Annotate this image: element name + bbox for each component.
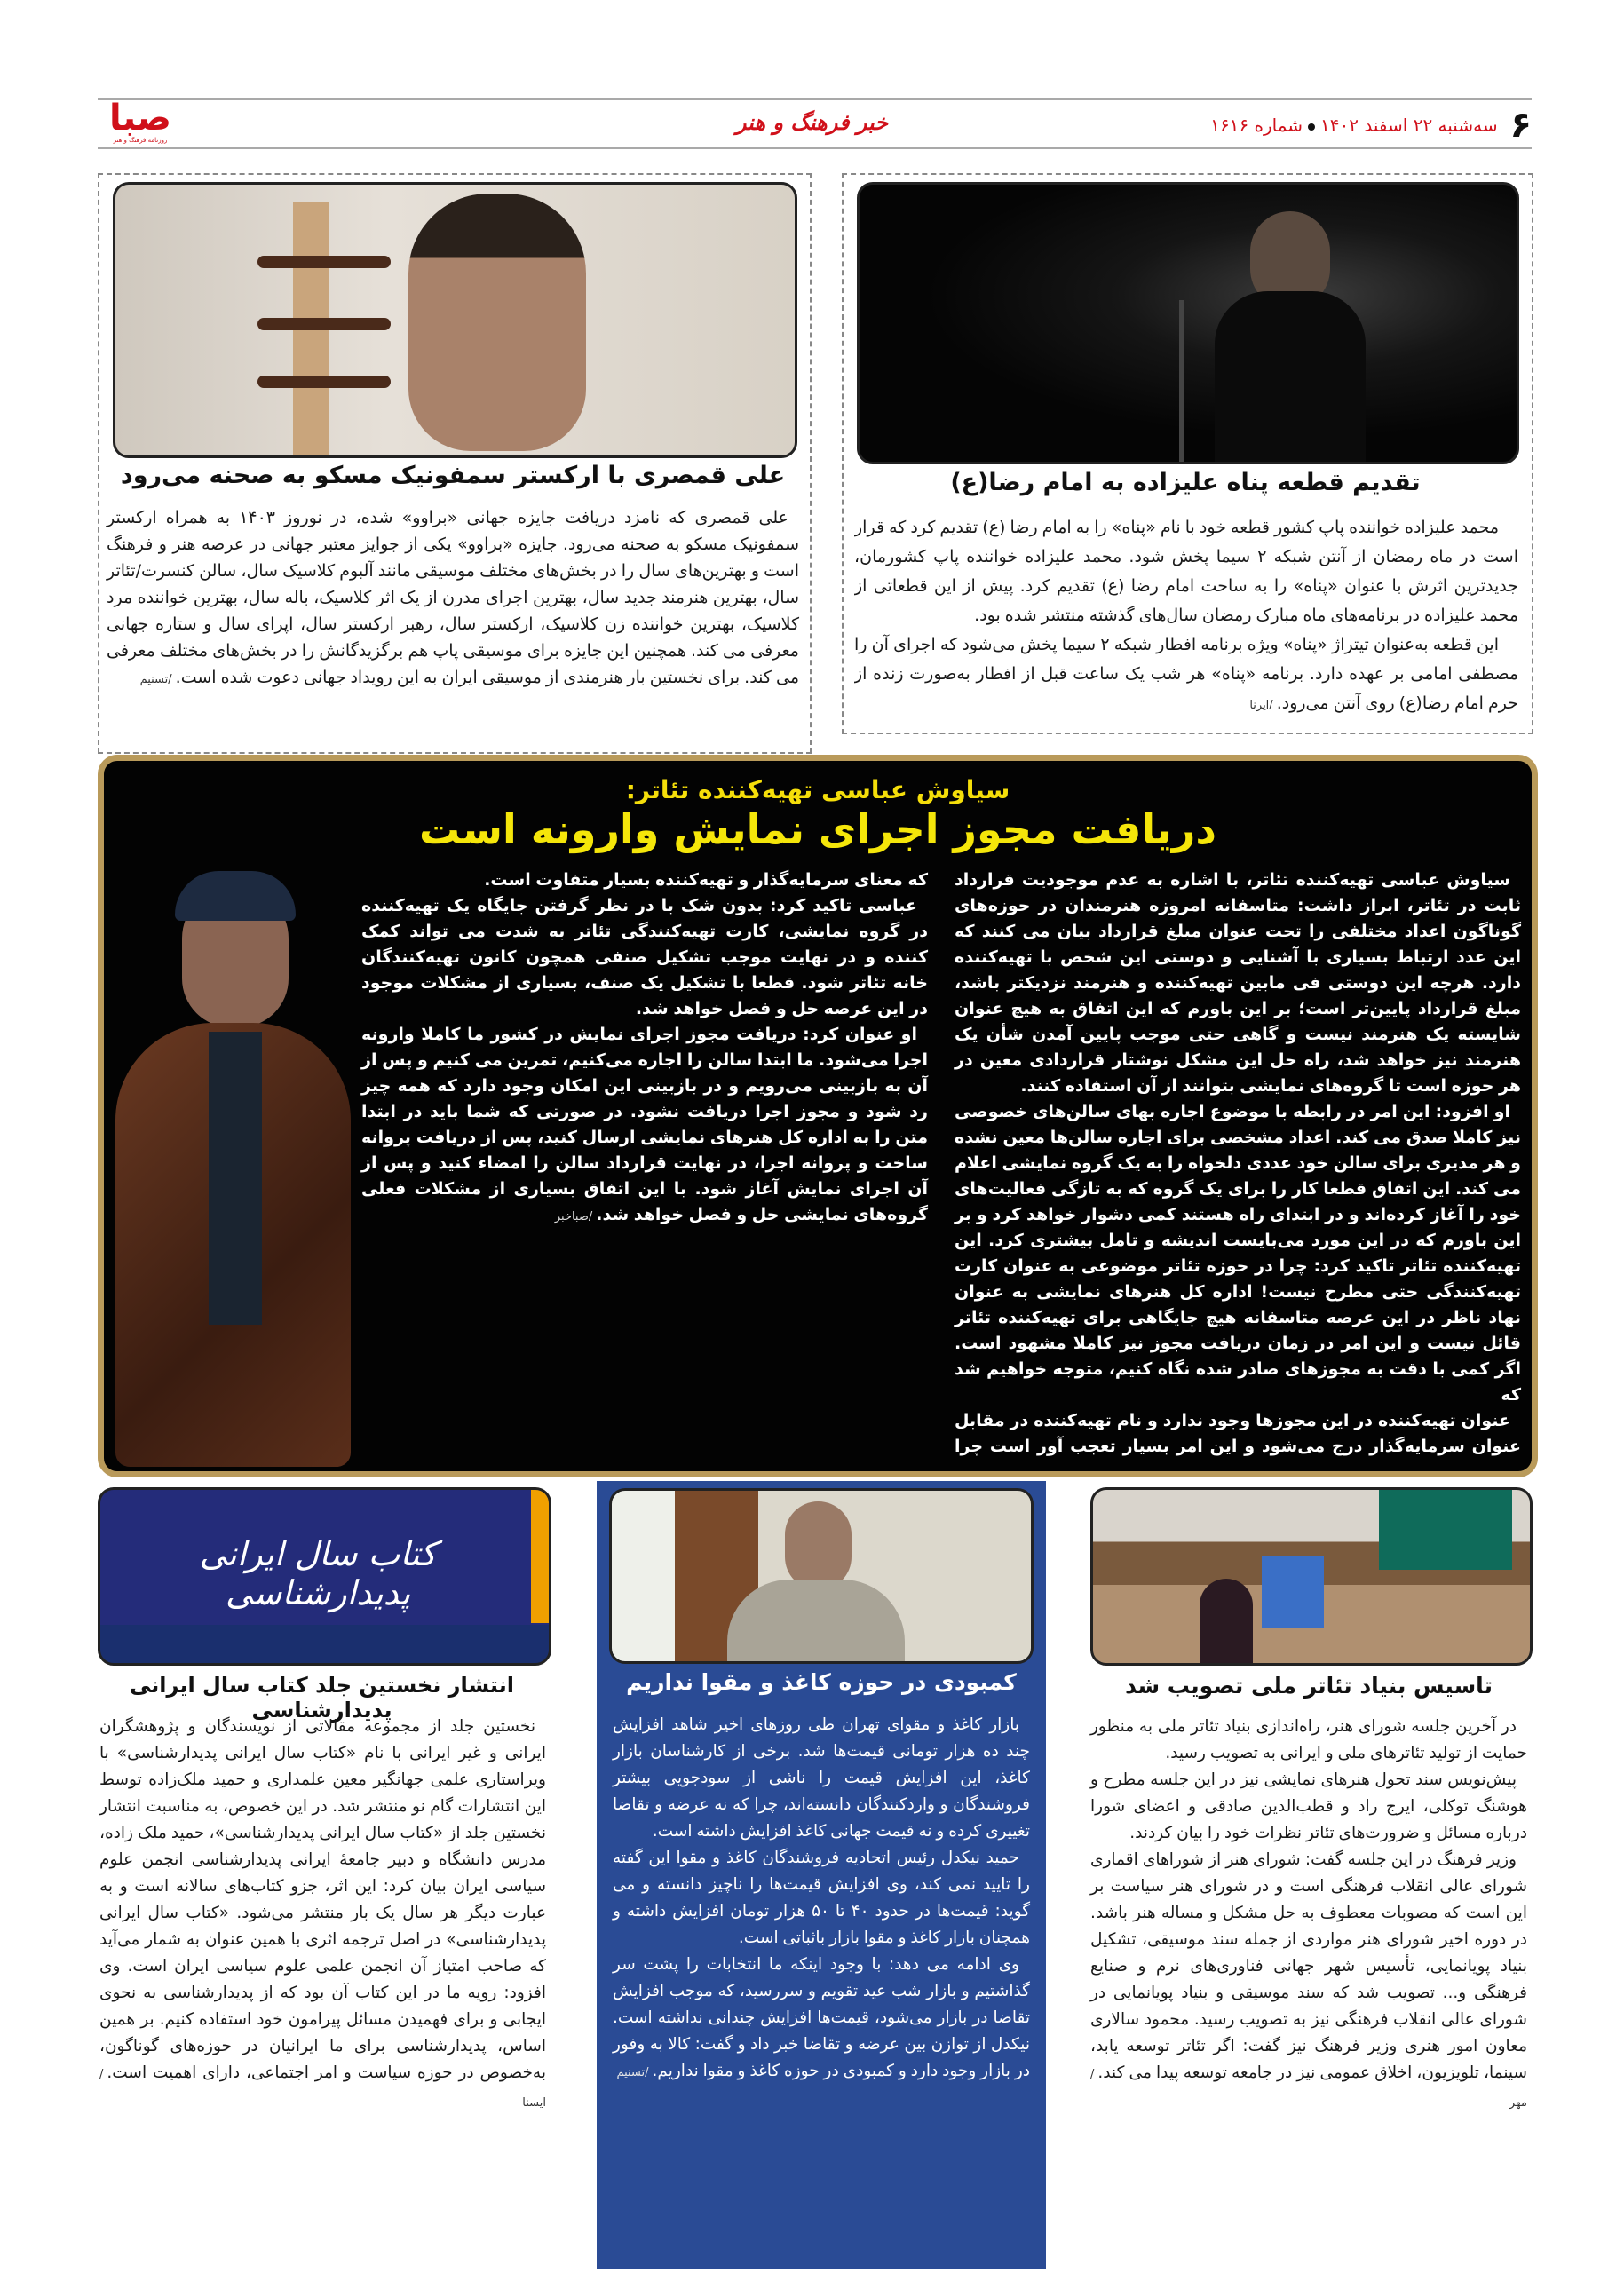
tuning-peg-icon xyxy=(257,318,391,330)
issue-number: شماره ۱۶۱۶ xyxy=(1210,115,1303,136)
page-number: ۶ xyxy=(1509,105,1532,146)
feature-headline: دریافت مجوز اجرای نمایش وارونه است xyxy=(419,805,1216,853)
book-banner xyxy=(98,1487,551,1666)
article-title: علی قمصری با ارکستر سمفونیک مسکو به صحنه می‌رود xyxy=(120,462,786,489)
article-photo-meeting xyxy=(1090,1487,1533,1666)
news-source: /صباخبر xyxy=(554,1210,593,1224)
paragraph-text: این قطعه به‌عنوان تیتراژ «پناه» ویژه برنامه افطار شبکه ۲ سیما پخش می‌شود که اجرای آن را مصطفی امامی بر عهده دارد. برنامه «پناه» هر شب یک ساعت قبل از افطار به‌صورت زنده از حرم امام رضا(ع) روی آنتن می‌رود. xyxy=(854,635,1518,713)
paragraph-text: او عنوان کرد: دریافت مجوز اجرای نمایش در کشور ما کاملا وارونه اجرا می‌شود. ما ابتدا سالن را اجاره می‌کنیم، تمرین می کنیم و پس از آن به بازبینی می‌رویم و در بازبینی این امکان وجود دارد که همه چیز رد شود و مجوز اجرا دریافت نشود. در صورتی که شما باید در ابتدا متن را به اداره کل هنرهای نمایشی ارسال کنید، پس از دریافت پروانه ساخت و پروانه اجرا، در نهایت قرارداد سالن را امضاء کنید و پس از آن اجرای نمایش آغاز شود. با این اتفاق بسیاری از مشکلات فعلی گروه‌های نمایشی حل و فصل خواهد شد. xyxy=(361,1025,928,1224)
logo-text: صبا xyxy=(109,98,171,139)
feature-article xyxy=(98,755,1538,1477)
article-title: انتشار نخستین جلد کتاب سال ایرانی پدیدارشناسی xyxy=(130,1673,514,1723)
article-title: تاسیس بنیاد تئاتر ملی تصویب شد xyxy=(1125,1673,1493,1699)
paragraph-text: علی قمصری که نامزد دریافت جایزه جهانی «براوو» شده، در نوروز ۱۴۰۳ به همراه ارکستر سمفونیک مسکو به صحنه می‌رود. جایزه «براوو» یکی از جوایز معتبر جهانی در عرصه هنر و فرهنگ است و بهترین‌های سال را در بخش‌های مختلف موسیقی مانند آلبوم کلاسیک سال، سالن کنسرت/تئاتر سال، بهترین هنرمند جدید سال، بهترین اجرای مدرن از یک اثر کلاسیک، باله سال، بهترین خواننده مرد کلاسیک، بهترین خواننده زن کلاسیک، ارکستر سال، رهبر ارکستر سال، اپرای سال و ستاره جهانی معرفی می کند. همچنین این جایزه برای موسیقی پاپ هم برگزیدگانش را در بخش‌های مختلف معرفی می کند. برای نخستین بار هنرمندی از موسیقی ایران به این رویداد جهانی دعوت شده است. xyxy=(107,508,799,687)
paragraph xyxy=(1090,1847,1527,2117)
issue-date: سه‌شنبه ۲۲ اسفند ۱۴۰۲ xyxy=(1320,115,1498,136)
article-photo-nikdel xyxy=(609,1488,1034,1664)
paragraph xyxy=(361,1022,928,1230)
header-top-rule xyxy=(98,98,1532,100)
banner-calligraphy: کتاب سال ایرانی پدیدارشناسی xyxy=(199,1534,437,1612)
paragraph: در آخرین جلسه شورای هنر، راه‌اندازی بنیاد تئاتر ملی به منظور حمایت از تولید تئاترهای ملی و ایرانی به تصویب رسید. xyxy=(1090,1717,1527,1762)
paragraph: محمد علیزاده خواننده پاپ کشور قطعه خود با نام «پناه» را به امام رضا (ع) تقدیم کرد که قرار است در ماه رمضان از آنتن شبکه ۲ سیما پخش شود. محمد علیزاده خواننده پاپ کشورمان، جدیدترین اثرش با عنوان «پناه» را به ساحت امام رضا (ع) تقدیم کرد. پیش از این قطعاتی از محمد علیزاده در برنامه‌های ماه مبارک رمضان سال‌های گذشته منتشر شده بود. xyxy=(854,518,1518,625)
article-title: کمبودی در حوزه کاغذ و مقوا نداریم xyxy=(626,1669,1017,1695)
banner-accent xyxy=(531,1490,549,1623)
feature-kicker: سیاوش عباسی تهیه‌کننده تئاتر: xyxy=(625,775,1010,804)
screen xyxy=(1262,1556,1324,1628)
news-source: /تسنیم xyxy=(616,2066,649,2079)
article-body xyxy=(854,513,1518,723)
article-paper-market xyxy=(597,1481,1046,2269)
paragraph: سیاوش عباسی تهیه‌کننده تئاتر، با اشاره به عدم موجودیت قرارداد ثابت در تئاتر، ابراز داشت: متاسفانه امروزه هنرمندان در حوزه‌های گوناگون اعداد مختلفی را تحت عنوان مبلغ قرارداد بیان می کنند که این عدد ارتباط بسیاری با آشنایی و دوستی این شخص با تهیه‌کننده دارد. هرچه این دوستی فی مابین تهیه‌کننده و هنرمند نزدیکتر باشد، مبلغ قرارداد پایین‌تر است؛ بر این باورم که این اتفاق به هیچ عنوان شایسته یک هنرمند نیست و گاهی حتی موجب پایین آمدن شأن یک هنرمند نیز خواهد شد، راه حل این مشکل نوشتار قراردادی معین در هر حوزه است تا گروه‌های نمایشی بتوانند از آن استفاده کنند. xyxy=(955,870,1521,1096)
article-title: تقدیم قطعه پناه علیزاده به امام رضا(ع) xyxy=(950,469,1421,496)
news-source: /مهر xyxy=(1090,2068,1527,2110)
news-source: /تسنیم xyxy=(139,673,172,686)
paragraph: حمید نیکدل رئیس اتحادیه فروشندگان کاغذ و مقوا این گفته را تایید نمی کند، وی افزایش قیمت‌ها را ناچیز دانسته و می گوید: قیمت‌ها در حدود ۴۰ تا ۵۰ هزار تومان افزایش داشته و همچنان بازار کاغذ و مقوا بازار باثباتی است. xyxy=(613,1849,1030,1947)
article-photo-musician xyxy=(113,182,797,458)
article-body xyxy=(107,504,799,746)
news-source: /ایسنا xyxy=(99,2068,546,2110)
suit xyxy=(727,1580,905,1664)
paragraph xyxy=(99,1714,546,2117)
cap xyxy=(175,871,296,921)
tuning-peg-icon xyxy=(257,256,391,268)
feature-photo-abbasi xyxy=(111,850,355,1471)
paragraph: عنوان تهیه‌کننده در این مجوزها وجود ندارد و نام تهیه‌کننده در مقابل عنوان سرمایه‌گذار درج می‌شود و این امر بسیار تعجب آور است چرا که معنای سرمایه‌گذار و تهیه‌کننده بسیار متفاوت است. xyxy=(484,870,1521,1456)
header-bottom-rule xyxy=(98,147,1532,149)
article-body xyxy=(613,1712,1030,2262)
musician-face xyxy=(408,194,586,451)
article-photo-singer xyxy=(857,182,1519,464)
logo-subtitle: روزنامه فرهنگ و هنر xyxy=(113,137,168,144)
attendee xyxy=(1200,1579,1253,1666)
mic-stand-icon xyxy=(1179,300,1184,464)
paragraph xyxy=(107,504,799,693)
newspaper-logo xyxy=(99,99,181,146)
news-source: /ایرنا xyxy=(1249,699,1273,712)
green-wall xyxy=(1379,1490,1512,1570)
tuning-peg-icon xyxy=(257,376,391,388)
article-body xyxy=(99,1714,546,2264)
paragraph: او افزود: این امر در رابطه با موضوع اجاره بهای سالن‌های خصوصی نیز کاملا صدق می کند. اعداد مشخصی برای اجاره سالن‌ها معین نشده و هر مدیری برای سالن خود عددی دلخواه را به یک گروه نمایشی اعلام می کند. این اتفاق قطعا کار را برای یک گروه که به تازگی فعالیت‌های خود را آغاز کرده‌اند و در ابتدای راه هستند کمی دشوار خواهد کرد و بر این باورم که در این مورد می‌بایست اندیشه و تامل بیشتری کرد. این تهیه‌کننده تئاتر تاکید کرد: چرا در حوزه تئاتر موضوعی به عنوان کارت تهیه‌کنندگی حتی مطرح نیست! اداره کل هنرهای نمایشی به عنوان نهاد ناظر در این عرصه متاسفانه هیچ جایگاهی برای تهیه‌کننده تئاتر قائل نیست و این امر در زمان دریافت مجوز نیز کاملا مشهود است. اگر کمی با دقت به مجوزهای صادر شده نگاه کنیم، متوجه خواهیم شد که xyxy=(955,1102,1521,1405)
section-title: خبر فرهنگ و هنر xyxy=(735,110,889,135)
feature-columns xyxy=(361,867,1521,1464)
instrument-neck xyxy=(293,202,329,458)
article-body xyxy=(1090,1714,1527,2264)
paragraph-text: وزیر فرهنگ در این جلسه گفت: شورای هنر از شوراهای اقماری شورای عالی انقلاب فرهنگی است و در شورای هنر سیاست بر این است که مصوبات معطوف به حل مشکل و مساله هنر باشد. در دوره اخیر شورای هنر مواردی از جمله سند موسیقی، تشکیل بنیاد پویانمایی، تأسیس شهر جهانی فناوری‌های نرم و صنایع فرهنگی و... تصویب شد که سند موسیقی و بنیاد پویانمایی در شورای عالی انقلاب فرهنگی نیز به تصویب رسید. محمود سالاری معاون امور هنری وزیر فرهنگ نیز گفت: اگر تئاتر توسعه یابد، سینما، تلویزیون، اخلاق عمومی نیز در جامعه توسعه پیدا می کند. xyxy=(1090,1850,1527,2082)
person-face xyxy=(785,1501,852,1590)
paragraph xyxy=(613,1952,1030,2087)
paragraph-text: نخستین جلد از مجموعه مقالاتی از نویسندگان و پژوهشگران ایرانی و غیر ایرانی با نام «کتاب سال ایرانی پدیدارشناسی» با ویراستاری علمی جهانگیر معین علمداری و حمید ملک‌زاده توسط این انتشارات گام نو منتشر شد. در این خصوص، به مناسبت انتشار نخستین جلد از «کتاب سال ایرانی پدیدارشناسی»، حمید ملک زاده، مدرس دانشگاه و دبیر جامعهٔ ایرانی پدیدارشناسی انجمن علوم سیاسی ایران بیان کرد: این اثر، جزو کتاب‌های سالانه است و به عبارت دیگر هر سال یک بار منتشر می‌شود. «کتاب سال ایرانی پدیدارشناسی» در اصل ترجمه اثری با همین عنوان به شمار می‌آید که صاحب امتیاز آن انجمن علمی علوم سیاسی ایران است. وی افزود: رویه ما در این کتاب آن بود که از پدیدارشناسی به نحوی ایجابی و برای فهمیدن مسائل پیرامون خود استفاده کنیم. بر همین اساس، پدیدارشناسی برای ما ایرانیان در حوزه‌های گوناگون، به‌خصوص در حوزه سیاست و امر اجتماعی، دارای اهمیت است. xyxy=(99,1717,546,2082)
paragraph xyxy=(854,630,1518,720)
paragraph: پیش‌نویس سند تحول هنرهای نمایشی نیز در این جلسه مطرح و هوشنگ توکلی، ایرج راد و قطب‌الدین صادقی و اعضای شورا درباره مسائل و ضرورت‌های تئاتر نظرات خود را بیان کردند. xyxy=(1090,1770,1527,1842)
singer-body xyxy=(1215,291,1366,464)
shirt xyxy=(209,1032,262,1325)
paragraph: عباسی تاکید کرد: بدون شک با در نظر گرفتن جایگاه یک تهیه‌کننده در گروه نمایشی، کارت تهیه‌کنندگی تئاتر به شدت می تواند کمک کننده و در نهایت موجب تشکیل صنفی همچون کانون تهیه‌کنندگان خانه تئاتر شود. قطعا با تشکیل یک صنف، بسیاری از مشکلات موجود در این عرصه حل و فصل خواهد شد. xyxy=(361,896,928,1018)
paragraph: بازار کاغذ و مقوای تهران طی روزهای اخیر شاهد افزایش چند ده هزار تومانی قیمت‌ها شد. برخی از کارشناسان بازار کاغذ، این افزایش قیمت را ناشی از سودجویی بیشتر فروشندگان و واردکنندگان دانسته‌اند، چرا که نه عرضه و تقاضا تغییری کرده و نه قیمت جهانی کاغذ افزایش داشته است. xyxy=(613,1715,1030,1841)
paragraph-text: وی ادامه می دهد: با وجود اینکه ما انتخابات را پشت سر گذاشتیم و بازار شب عید تقویم و سررسید، که موجب افزایش تقاضا در بازار می‌شود، قیمت‌ها افزایش چندانی نداشته است. نیکدل از توازن بین عرضه و تقاضا خبر داد و گفت: کالا به وفور در بازار وجود دارد و کمبودی در حوزه کاغذ و مقوا نداریم. xyxy=(613,1955,1030,2080)
